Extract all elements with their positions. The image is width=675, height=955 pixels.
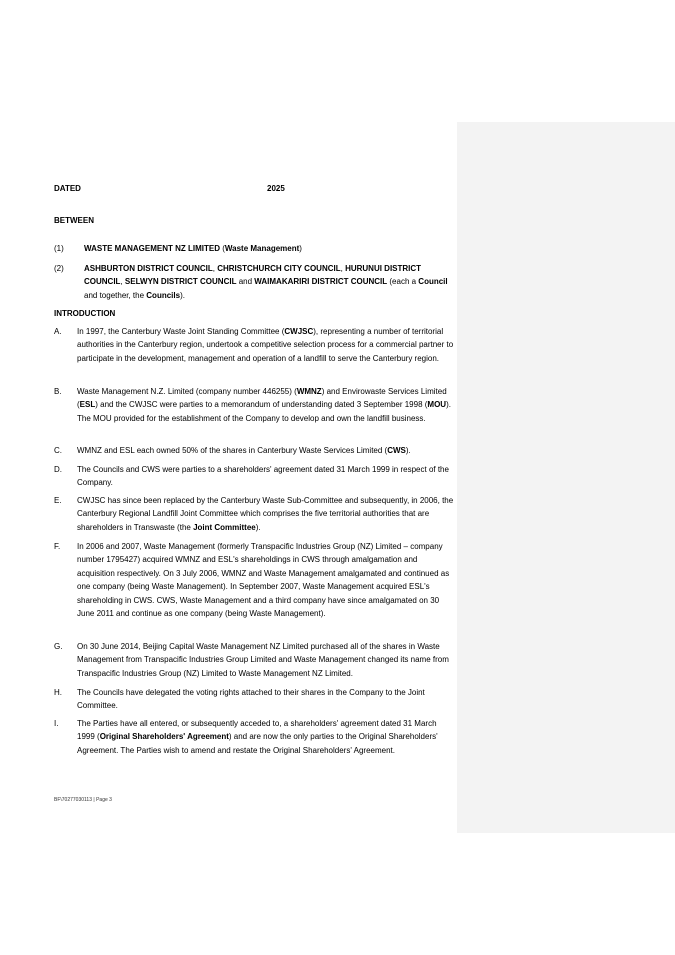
between-label: BETWEEN <box>54 216 94 225</box>
recital-label: C. <box>54 446 62 455</box>
dated-label: DATED <box>54 184 81 193</box>
recital-label: G. <box>54 642 63 651</box>
recital-text: On 30 June 2014, Beijing Capital Waste Management NZ Limited purchased all of the shares in Waste Management from Transpacific Industries Group Limited and Waste Management changed its name from Transpacific Industries Group (NZ) Limited to Waste Management NZ Limited. <box>77 642 449 678</box>
recital-label: H. <box>54 688 62 697</box>
recital-text: The Councils have delegated the voting rights attached to their shares in the Company to the Joint Committee. <box>77 688 425 711</box>
recital-label: A. <box>54 327 62 336</box>
recital-text: CWJSC has since been replaced by the Canterbury Waste Sub-Committee and subsequently, in 2006, the Canterbury Regional Landfill Joint Committee which comprises the five territorial authorities that are shareholders in Transwaste (the Joint Committee). <box>77 496 454 532</box>
introduction-heading: INTRODUCTION <box>54 309 116 318</box>
recital-label: E. <box>54 496 62 505</box>
recital-label: F. <box>54 542 61 551</box>
recital-text: WMNZ and ESL each owned 50% of the shares in Canterbury Waste Services Limited (CWS). <box>77 446 411 455</box>
party-text: WASTE MANAGEMENT NZ LIMITED (Waste Management) <box>84 244 302 253</box>
recital-text: In 2006 and 2007, Waste Management (formerly Transpacific Industries Group (NZ) Limited – company number 1795427) acquired WMNZ and ESL's shareholdings in CWS through amalgamation and acquisition respectively. On 3 July 2006, WMNZ and Waste Management amalgamated and continued as one company (being Waste Management). In September 2007, Waste Management acquired ESL's shareholding in CWS. CWS, Waste Management and a third company have since amalgamated on 30 June 2011 and continue as one company (being Waste Management). <box>77 542 450 619</box>
recital-text: In 1997, the Canterbury Waste Joint Standing Committee (CWJSC), representing a number of territorial authorities in the Canterbury region, undertook a competitive selection process for a commercial partner to participate in the development, management and operation of a landfill to serve the Canterbury region. <box>77 327 454 363</box>
recital-text: The Councils and CWS were parties to a shareholders' agreement dated 31 March 1999 in respect of the Company. <box>77 465 449 488</box>
recital-text: Waste Management N.Z. Limited (company number 446255) (WMNZ) and Envirowaste Services Limited (ESL) and the CWJSC were parties to a memorandum of understanding dated 3 September 1998 (MOU). The MOU provided for the establishment of the Company to develop and own the landfill business. <box>77 387 451 423</box>
comment-pane <box>457 122 675 833</box>
party-number: (1) <box>54 244 64 253</box>
recital-label: D. <box>54 465 62 474</box>
party-number: (2) <box>54 264 64 273</box>
page-footer: BF\70277030113 | Page 3 <box>54 797 112 803</box>
recital-label: B. <box>54 387 62 396</box>
recital-text: The Parties have all entered, or subsequently acceded to, a shareholders' agreement dated 31 March 1999 (Original Shareholders' Agreement) and are now the only parties to the Original Shareholders' Agreement. The Parties wish to amend and restate the Original Shareholders' Agreement. <box>77 719 438 755</box>
party-text: ASHBURTON DISTRICT COUNCIL, CHRISTCHURCH CITY COUNCIL, HURUNUI DISTRICT COUNCIL, SELWYN DISTRICT COUNCIL and WAIMAKARIRI DISTRICT COUNCIL (each a Council and together, the Councils). <box>84 264 448 300</box>
recital-label: I. <box>54 719 59 728</box>
dated-year: 2025 <box>267 184 285 193</box>
